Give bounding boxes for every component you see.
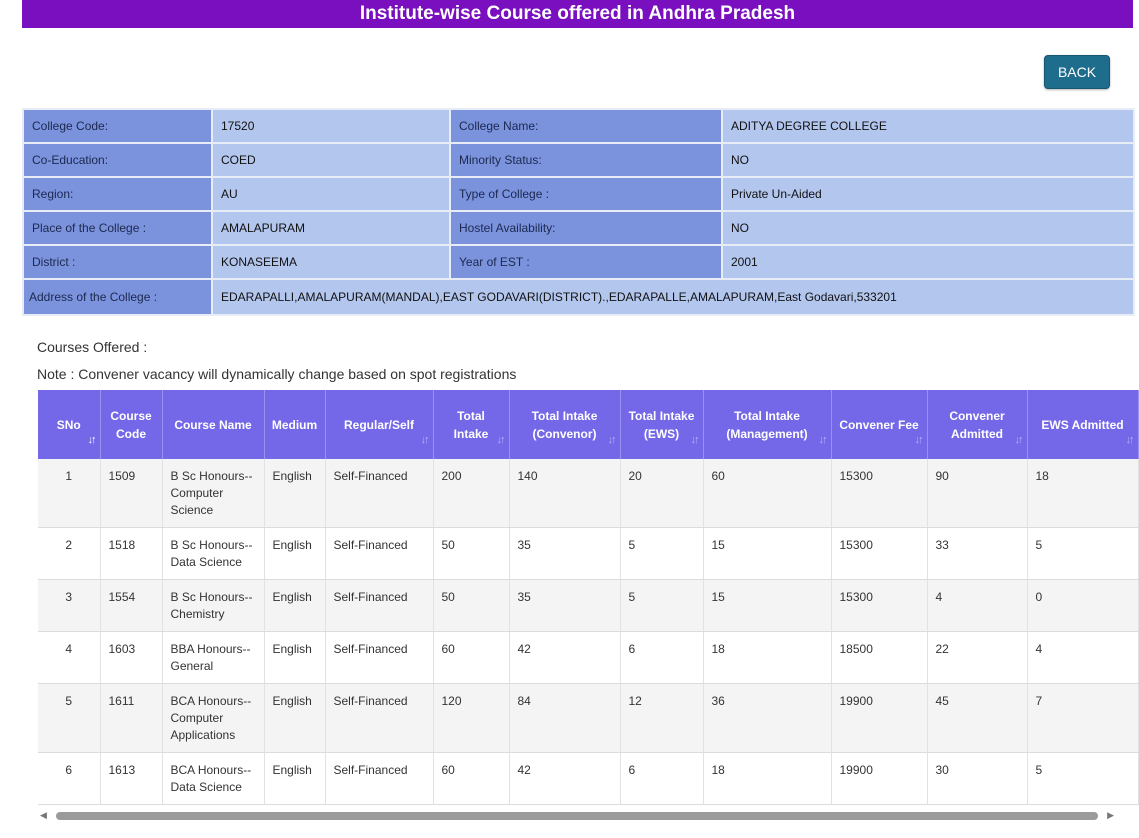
cell-course-code: 1603 — [100, 632, 162, 684]
cell-total-intake-convenor: 35 — [509, 580, 620, 632]
cell-total-intake: 200 — [433, 459, 509, 528]
cell-total-intake: 50 — [433, 580, 509, 632]
column-header-total-intake-management[interactable] — [703, 390, 831, 459]
cell-total-intake-convenor: 42 — [509, 632, 620, 684]
scroll-right-icon[interactable]: ▶ — [1107, 810, 1114, 820]
co-education-value: COED — [212, 143, 450, 177]
info-row — [23, 109, 1134, 143]
cell-course-name: B Sc Honours--Data Science — [162, 528, 264, 580]
cell-convener-admitted: 30 — [927, 753, 1027, 805]
back-button[interactable]: BACK — [1044, 55, 1110, 89]
sort-arrows-icon[interactable]: ↓↑ — [420, 434, 428, 446]
year-est-value: 2001 — [722, 245, 1134, 279]
sort-arrows-icon[interactable]: ↓↑ — [607, 434, 615, 446]
column-header-course-code[interactable] — [100, 390, 162, 459]
cell-total-intake-ews: 5 — [620, 580, 703, 632]
cell-total-intake-convenor: 42 — [509, 753, 620, 805]
cell-medium: English — [264, 753, 325, 805]
column-header-label: Course Code — [110, 408, 152, 441]
column-header-ews-admitted[interactable] — [1027, 390, 1138, 459]
place-value: AMALAPURAM — [212, 211, 450, 245]
table-row — [38, 528, 1138, 580]
page-title: Institute-wise Course offered in Andhra Pradesh — [22, 0, 1133, 28]
cell-regular-self: Self-Financed — [325, 753, 433, 805]
column-header-total-intake[interactable] — [433, 390, 509, 459]
cell-total-intake-ews: 6 — [620, 632, 703, 684]
cell-course-code: 1613 — [100, 753, 162, 805]
cell-medium: English — [264, 684, 325, 753]
cell-total-intake-management: 18 — [703, 753, 831, 805]
column-header-regular-self[interactable] — [325, 390, 433, 459]
college-type-value: Private Un-Aided — [722, 177, 1134, 211]
cell-total-intake-ews: 12 — [620, 684, 703, 753]
cell-total-intake-ews: 20 — [620, 459, 703, 528]
cell-course-code: 1611 — [100, 684, 162, 753]
cell-total-intake: 60 — [433, 632, 509, 684]
cell-ews-admitted: 4 — [1027, 632, 1138, 684]
co-education-label: Co-Education: — [23, 143, 212, 177]
cell-sno: 6 — [38, 753, 100, 805]
cell-total-intake-management: 18 — [703, 632, 831, 684]
college-name-value: ADITYA DEGREE COLLEGE — [722, 109, 1134, 143]
cell-sno: 3 — [38, 580, 100, 632]
sort-arrows-icon[interactable]: ↓↑ — [1014, 434, 1022, 446]
college-type-label: Type of College : — [450, 177, 722, 211]
column-header-label: Convener Admitted — [949, 408, 1005, 441]
cell-convener-admitted: 45 — [927, 684, 1027, 753]
cell-course-name: BCA Honours--Data Science — [162, 753, 264, 805]
cell-total-intake: 50 — [433, 528, 509, 580]
cell-total-intake-convenor: 35 — [509, 528, 620, 580]
cell-total-intake-management: 60 — [703, 459, 831, 528]
cell-total-intake-management: 36 — [703, 684, 831, 753]
address-label: Address of the College : — [23, 279, 212, 315]
cell-course-name: BBA Honours--General — [162, 632, 264, 684]
cell-convener-admitted: 90 — [927, 459, 1027, 528]
courses-section-label: Courses Offered : — [37, 339, 148, 355]
table-body — [38, 459, 1138, 805]
sort-arrows-icon[interactable]: ↓↑ — [496, 434, 504, 446]
table-row — [38, 459, 1138, 528]
column-header-label: Regular/Self — [343, 417, 415, 432]
year-est-label: Year of EST : — [450, 245, 722, 279]
cell-course-code: 1509 — [100, 459, 162, 528]
column-header-sno[interactable] — [38, 390, 100, 459]
sort-arrows-icon[interactable]: ↓↑ — [818, 434, 826, 446]
cell-convener-admitted: 4 — [927, 580, 1027, 632]
cell-regular-self: Self-Financed — [325, 632, 433, 684]
courses-table — [38, 390, 1139, 805]
cell-convener-fee: 19900 — [831, 684, 927, 753]
column-header-course-name[interactable] — [162, 390, 264, 459]
column-header-label: Course Name — [174, 417, 252, 432]
district-value: KONASEEMA — [212, 245, 450, 279]
college-code-label: College Code: — [23, 109, 212, 143]
column-header-total-intake-convenor[interactable] — [509, 390, 620, 459]
cell-course-code: 1518 — [100, 528, 162, 580]
cell-course-name: B Sc Honours--Chemistry — [162, 580, 264, 632]
cell-regular-self: Self-Financed — [325, 580, 433, 632]
cell-ews-admitted: 18 — [1027, 459, 1138, 528]
scroll-left-icon[interactable]: ◀ — [40, 810, 47, 820]
table-header-row — [38, 390, 1138, 459]
column-header-label: EWS Admitted — [1041, 417, 1124, 432]
sort-arrows-icon[interactable]: ↓↑ — [1125, 434, 1133, 446]
cell-medium: English — [264, 632, 325, 684]
column-header-total-intake-ews[interactable] — [620, 390, 703, 459]
college-info-table — [22, 108, 1135, 316]
region-value: AU — [212, 177, 450, 211]
cell-ews-admitted: 7 — [1027, 684, 1138, 753]
courses-table-container — [38, 390, 1133, 802]
info-row — [23, 211, 1134, 245]
cell-course-name: B Sc Honours--Computer Science — [162, 459, 264, 528]
table-row — [38, 632, 1138, 684]
cell-sno: 4 — [38, 632, 100, 684]
cell-sno: 2 — [38, 528, 100, 580]
column-header-label: Total Intake (EWS) — [628, 408, 695, 441]
column-header-label: Convener Fee — [839, 417, 919, 432]
cell-total-intake-convenor: 140 — [509, 459, 620, 528]
cell-regular-self: Self-Financed — [325, 459, 433, 528]
hostel-label: Hostel Availability: — [450, 211, 722, 245]
minority-status-label: Minority Status: — [450, 143, 722, 177]
cell-total-intake-convenor: 84 — [509, 684, 620, 753]
column-header-label: Total Intake — [453, 408, 489, 441]
cell-convener-fee: 15300 — [831, 580, 927, 632]
district-label: District : — [23, 245, 212, 279]
region-label: Region: — [23, 177, 212, 211]
cell-convener-admitted: 33 — [927, 528, 1027, 580]
cell-medium: English — [264, 459, 325, 528]
cell-course-name: BCA Honours--Computer Applications — [162, 684, 264, 753]
cell-convener-fee: 15300 — [831, 528, 927, 580]
info-row — [23, 177, 1134, 211]
column-header-label: Total Intake (Management) — [726, 408, 808, 441]
info-row — [23, 143, 1134, 177]
table-row — [38, 753, 1138, 805]
place-label: Place of the College : — [23, 211, 212, 245]
column-header-convener-admitted[interactable] — [927, 390, 1027, 459]
horizontal-scrollbar[interactable] — [38, 808, 1118, 822]
column-header-medium[interactable] — [264, 390, 325, 459]
address-value: EDARAPALLI,AMALAPURAM(MANDAL),EAST GODAVARI(DISTRICT).,EDARAPALLE,AMALAPURAM,East Godavari,533201 — [212, 279, 1134, 315]
cell-total-intake-ews: 5 — [620, 528, 703, 580]
cell-medium: English — [264, 528, 325, 580]
scrollbar-thumb[interactable] — [56, 812, 1098, 820]
column-header-convener-fee[interactable] — [831, 390, 927, 459]
cell-total-intake-ews: 6 — [620, 753, 703, 805]
cell-medium: English — [264, 580, 325, 632]
table-row — [38, 580, 1138, 632]
info-row — [23, 279, 1134, 315]
cell-ews-admitted: 5 — [1027, 753, 1138, 805]
cell-total-intake-management: 15 — [703, 528, 831, 580]
convener-note: Note : Convener vacancy will dynamically change based on spot registrations — [37, 366, 517, 382]
sort-arrows-icon[interactable]: ↓↑ — [87, 434, 95, 446]
cell-sno: 1 — [38, 459, 100, 528]
cell-total-intake-management: 15 — [703, 580, 831, 632]
cell-sno: 5 — [38, 684, 100, 753]
info-row — [23, 245, 1134, 279]
cell-convener-fee: 19900 — [831, 753, 927, 805]
cell-ews-admitted: 0 — [1027, 580, 1138, 632]
cell-course-code: 1554 — [100, 580, 162, 632]
cell-total-intake: 60 — [433, 753, 509, 805]
column-header-label: Medium — [271, 417, 318, 432]
sort-arrows-icon[interactable]: ↓↑ — [690, 434, 698, 446]
college-name-label: College Name: — [450, 109, 722, 143]
sort-arrows-icon[interactable]: ↓↑ — [914, 434, 922, 446]
cell-regular-self: Self-Financed — [325, 528, 433, 580]
cell-ews-admitted: 5 — [1027, 528, 1138, 580]
cell-total-intake: 120 — [433, 684, 509, 753]
cell-convener-fee: 15300 — [831, 459, 927, 528]
table-row — [38, 684, 1138, 753]
minority-status-value: NO — [722, 143, 1134, 177]
college-code-value: 17520 — [212, 109, 450, 143]
cell-regular-self: Self-Financed — [325, 684, 433, 753]
hostel-value: NO — [722, 211, 1134, 245]
cell-convener-admitted: 22 — [927, 632, 1027, 684]
column-header-label: SNo — [56, 417, 81, 432]
cell-convener-fee: 18500 — [831, 632, 927, 684]
column-header-label: Total Intake (Convenor) — [531, 408, 598, 441]
